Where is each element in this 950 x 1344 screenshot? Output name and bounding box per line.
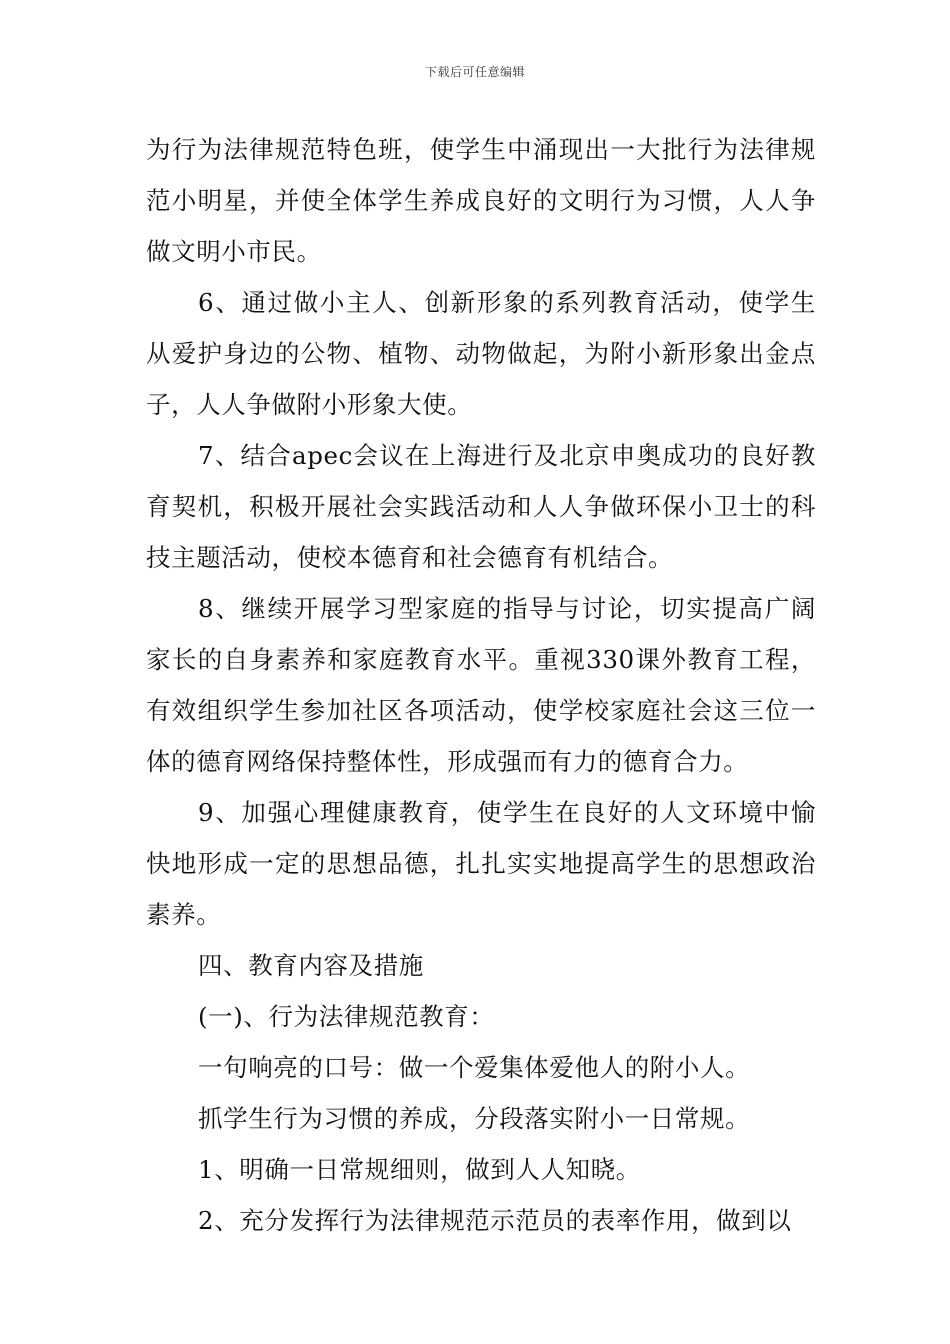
paragraph-continuation: 为行为法律规范特色班，使学生中涌现出一大批行为法律规范小明星，并使全体学生养成良好的文明行为习惯，人人争做文明小市民。: [146, 135, 816, 266]
document-body: [146, 124, 816, 1246]
page-header: 下载后可任意编辑: [424, 65, 525, 79]
subsection-heading-1: (一)、行为法律规范教育：: [198, 1002, 495, 1031]
paragraph-habits: 抓学生行为习惯的养成，分段落实附小一日常规。: [198, 1104, 751, 1133]
paragraph-item-7: 7、结合apec会议在上海进行及北京申奥成功的良好教育契机，积极开展社会实践活动和人人争做环保小卫士的科技主题活动，使校本德育和社会德育有机结合。: [146, 441, 816, 572]
paragraph-item-8: 8、继续开展学习型家庭的指导与讨论，切实提高广阔家长的自身素养和家庭教育水平。重视330课外教育工程，有效组织学生参加社区各项活动，使学校家庭社会这三位一体的德育网络保持整体性，形成强而有力的德育合力。: [146, 594, 816, 776]
paragraph-item-6: 6、通过做小主人、创新形象的系列教育活动，使学生从爱护身边的公物、植物、动物做起，为附小新形象出金点子，人人争做附小形象大使。: [146, 288, 816, 419]
paragraph-slogan: 一句响亮的口号：做一个爱集体爱他人的附小人。: [198, 1053, 751, 1082]
section-heading-4: 四、教育内容及措施: [198, 951, 424, 980]
paragraph-item-9: 9、加强心理健康教育，使学生在良好的人文环境中愉快地形成一定的思想品德，扎扎实实地提高学生的思想政治素养。: [146, 798, 816, 929]
paragraph-sub-item-1: 1、明确一日常规细则，做到人人知晓。: [198, 1155, 641, 1184]
paragraph-sub-item-2: 2、充分发挥行为法律规范示范员的表率作用，做到以: [198, 1206, 792, 1235]
